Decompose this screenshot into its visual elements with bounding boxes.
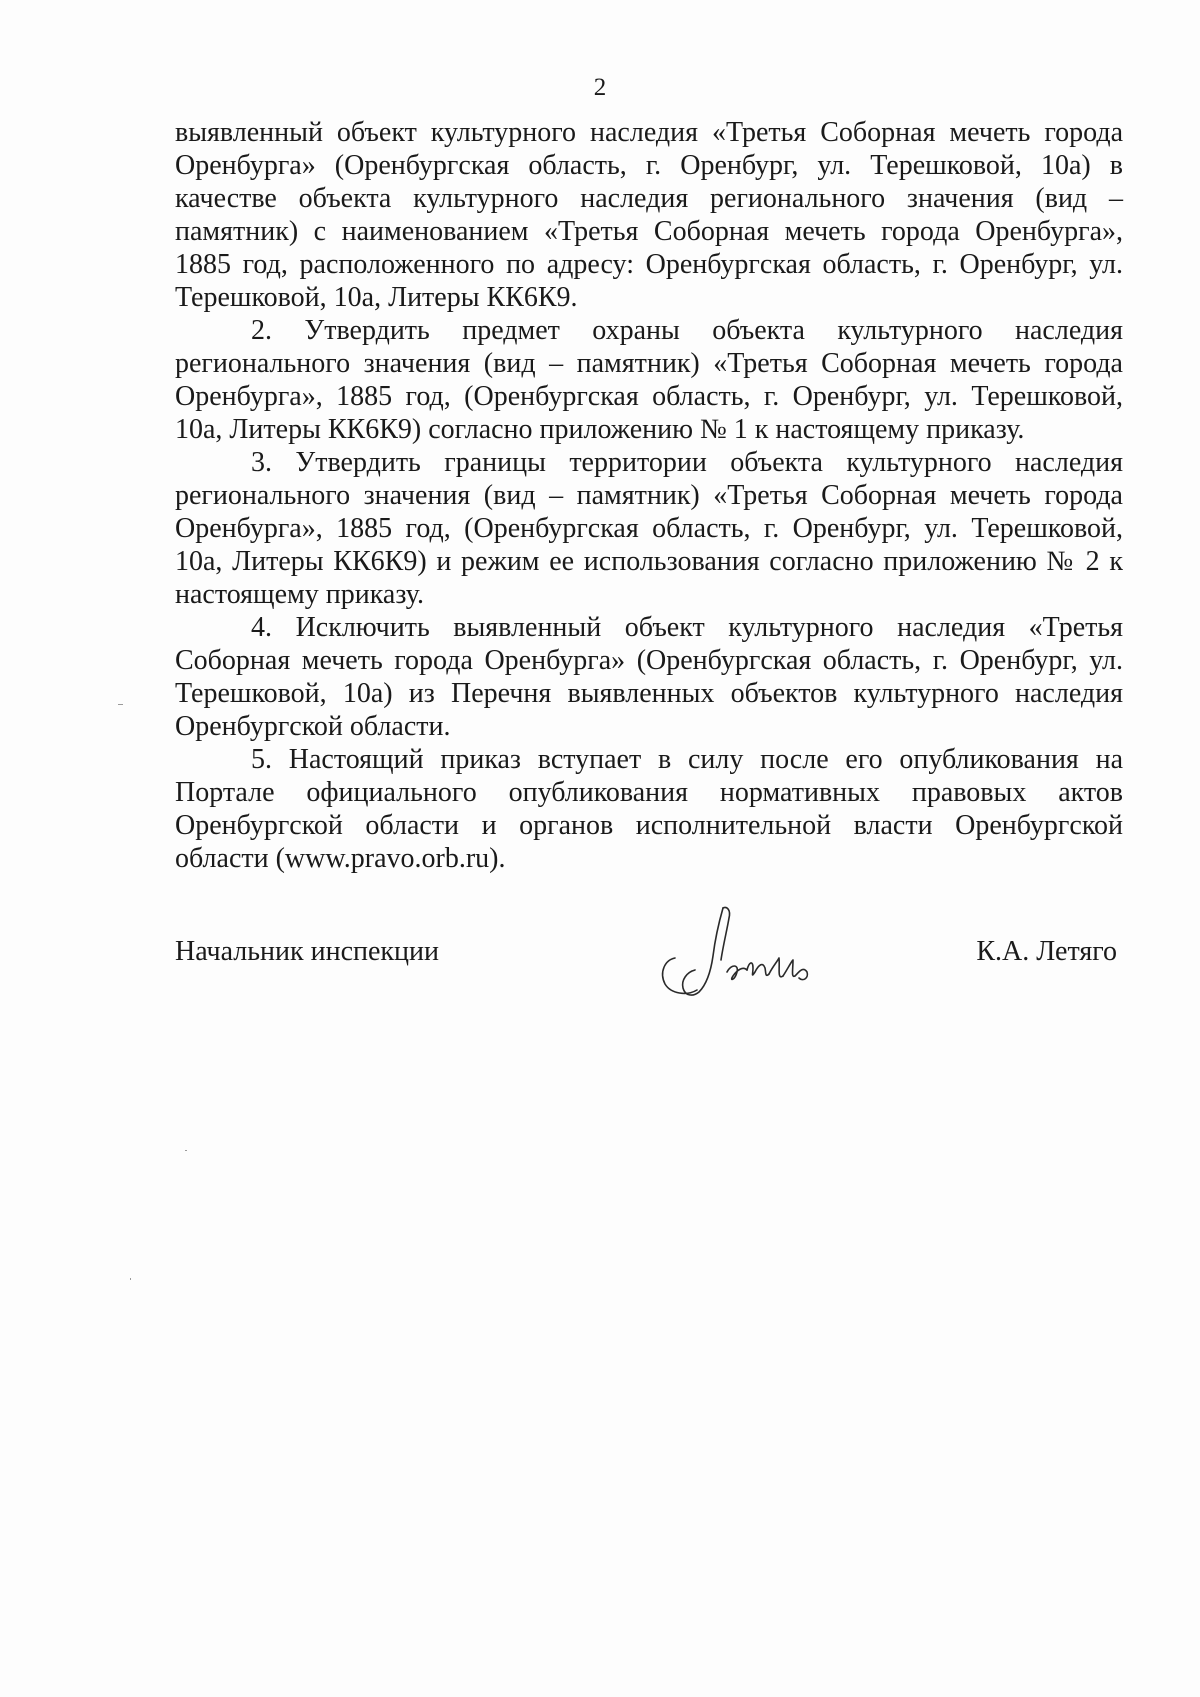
signatory-position: Начальник инспекции — [175, 936, 439, 967]
signatory-name: К.А. Летяго — [976, 936, 1117, 967]
paragraph-item-3: 3. Утвердить границы территории объекта культурного наследия регионального значения (вид – памятник) «Третья Соборная мечеть города Оренбурга», 1885 год, (Оренбургская область, г. Оренбург, ул. Терешковой, 10а, Литеры КК6К9) и режим ее использования согласно приложению № 2 к настоящему приказу. — [175, 447, 1123, 610]
scan-speck — [185, 1150, 187, 1151]
paragraph-item-4: 4. Исключить выявленный объект культурного наследия «Третья Соборная мечеть города Оренбурга» (Оренбургская область, г. Оренбург, ул. Терешковой, 10а) из Перечня выявленных объектов культурного наследия Оренбургской области. — [175, 612, 1123, 742]
handwritten-signature — [635, 900, 835, 1010]
page-number: 2 — [593, 74, 607, 101]
document-body — [175, 116, 1123, 875]
scan-speck — [130, 1278, 131, 1280]
paragraph-continuation: выявленный объект культурного наследия «Третья Соборная мечеть города Оренбурга» (Оренбургская область, г. Оренбург, ул. Терешковой, 10а) в качестве объекта культурного наследия регионального значения (вид – памятник) с наименованием «Третья Соборная мечеть города Оренбурга», 1885 год, расположенного по адресу: Оренбургская область, г. Оренбург, ул. Терешковой, 10а, Литеры КК6К9. — [175, 117, 1123, 313]
paragraph-item-2: 2. Утвердить предмет охраны объекта культурного наследия регионального значения (вид – памятник) «Третья Соборная мечеть города Оренбурга», 1885 год, (Оренбургская область, г. Оренбург, ул. Терешковой, 10а, Литеры КК6К9) согласно приложению № 1 к настоящему приказу. — [175, 315, 1123, 445]
scan-speck — [118, 704, 123, 705]
signature-block — [175, 900, 1123, 1010]
paragraph-item-5: 5. Настоящий приказ вступает в силу после его опубликования на Портале официального опубликования нормативных правовых актов Оренбургской области и органов исполнительной власти Оренбургской области (www.pravo.orb.ru). — [175, 744, 1123, 874]
